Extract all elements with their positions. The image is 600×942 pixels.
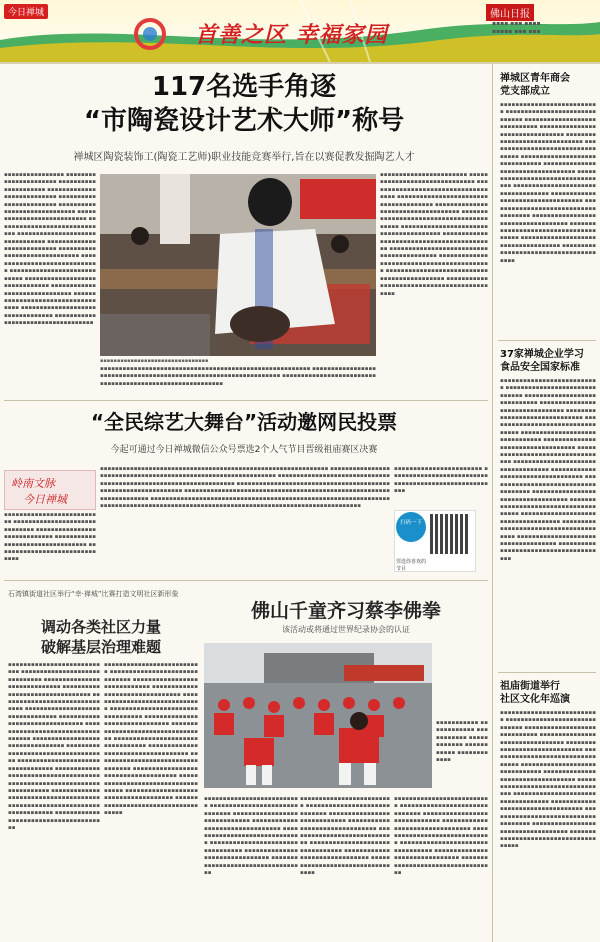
scan-label: 票选你喜欢的节目: [396, 559, 427, 572]
brief-title-2a: 37家禅城企业学习: [500, 349, 584, 360]
brief-title-1a: 禅城区青年商会: [500, 73, 570, 84]
brief-divider: [498, 340, 596, 341]
article-text-column: ▪▪▪▪▪▪▪▪▪▪▪▪▪▪▪▪▪▪▪▪▪▪▪▪▪▪ ▪▪▪▪▪▪▪▪▪▪▪▪▪▪▪▪▪▪▪▪▪▪▪▪▪▪▪▪▪▪ ▪▪▪▪▪▪▪▪▪▪▪▪▪▪▪▪▪▪▪▪▪▪▪▪▪▪▪▪▪ ▪▪▪▪▪▪▪▪▪▪▪▪▪▪▪▪▪▪▪▪▪▪▪▪▪▪▪▪▪▪▪▪ ▪▪▪▪▪▪▪▪▪▪▪▪▪▪▪▪▪▪▪▪▪▪▪▪▪▪▪▪▪▪ ▪▪▪▪▪▪▪▪▪▪▪▪▪▪▪▪▪▪▪▪▪▪▪▪▪▪▪▪▪▪▪▪▪ ▪▪▪▪▪▪▪▪▪▪▪▪▪▪▪▪▪▪▪▪▪▪▪▪▪▪▪▪▪▪▪ ▪▪▪▪▪▪▪▪▪▪▪▪▪▪▪▪▪▪▪▪▪▪▪▪▪▪▪▪▪▪▪▪▪▪: [394, 796, 488, 877]
article-text-column: ▪▪▪▪▪▪▪▪▪▪▪▪▪▪▪▪▪▪▪▪▪▪▪▪▪▪ ▪▪▪▪▪▪▪▪▪▪▪▪▪▪▪▪▪▪▪▪▪▪▪▪▪▪▪▪▪▪ ▪▪▪▪▪▪▪▪▪▪▪▪▪▪▪▪▪▪▪▪▪▪▪▪▪▪▪▪▪ ▪▪▪▪▪▪▪▪▪▪▪▪▪▪▪▪▪▪▪▪▪▪▪▪▪▪▪▪▪▪▪▪ ▪▪▪▪▪▪▪▪▪▪▪▪▪▪▪▪▪▪▪▪▪▪▪▪▪▪▪▪▪▪ ▪▪▪▪▪▪▪▪▪▪▪▪▪▪▪▪▪▪▪▪▪▪▪▪▪▪▪▪▪▪▪▪▪ ▪▪▪▪▪▪▪▪▪▪▪▪▪▪▪▪▪▪▪▪▪▪▪▪▪▪▪▪▪▪▪ ▪▪▪▪▪▪▪▪▪▪▪▪▪▪▪▪▪▪▪▪▪▪▪▪▪▪▪▪▪▪▪▪▪▪ ▪▪▪▪▪▪▪▪▪▪▪▪▪▪▪▪▪▪▪▪▪▪▪▪▪▪▪▪▪▪▪▪▪ ▪▪▪▪▪▪▪▪▪▪▪▪▪▪▪▪▪▪▪▪▪▪▪▪▪▪▪▪▪▪▪▪▪▪▪ ▪▪▪▪▪▪▪▪▪▪▪▪▪▪▪▪▪▪▪▪▪▪▪▪▪▪▪▪▪▪▪▪▪▪ ▪▪▪▪▪▪▪▪▪▪▪▪▪▪▪▪▪▪▪▪▪▪▪▪▪▪▪▪▪▪▪▪▪▪▪▪ ▪▪▪▪▪▪▪▪▪▪▪▪▪▪▪▪▪▪▪▪▪▪▪▪▪▪▪▪▪▪▪▪▪▪▪ ▪▪▪▪▪▪▪▪▪▪▪▪▪▪▪▪▪▪▪▪▪▪▪▪▪▪▪▪▪▪▪▪▪▪▪▪▪ ▪▪▪▪▪▪▪▪▪▪▪▪▪▪▪▪▪▪▪▪▪▪▪▪▪▪▪▪▪▪▪▪▪▪▪▪: [104, 662, 198, 817]
kungfu-photo: [204, 643, 432, 788]
article-text-column: ▪▪▪▪▪▪▪▪▪▪▪▪▪▪▪▪▪▪▪▪▪▪▪▪▪ ▪▪▪▪▪▪▪▪▪▪▪▪▪▪▪▪▪▪▪▪▪▪▪▪▪▪▪▪▪ ▪▪▪▪▪▪▪▪▪▪▪▪▪▪▪▪▪▪▪▪▪▪▪▪▪▪▪▪ ▪▪▪▪▪▪▪▪▪▪▪▪▪▪▪▪▪▪▪▪▪▪▪▪▪▪▪▪▪▪▪ ▪▪▪▪▪▪▪▪▪▪▪▪▪▪▪▪▪▪▪▪▪▪▪▪▪▪▪▪▪ ▪▪▪▪▪▪▪▪▪▪▪▪▪▪▪▪▪▪▪▪▪▪▪▪▪▪▪▪▪▪▪▪ ▪▪▪▪▪▪▪▪▪▪▪▪▪▪▪▪▪▪▪▪▪▪▪▪▪▪▪▪▪▪ ▪▪▪▪▪▪▪▪▪▪▪▪▪▪▪▪▪▪▪▪▪▪▪▪▪▪▪▪▪▪▪▪▪: [300, 796, 390, 877]
banner-slogan: 首善之区 幸福家园: [195, 23, 388, 48]
article-text-column: ▪▪▪▪▪▪▪▪▪▪▪▪▪▪▪▪▪▪▪▪▪▪▪ ▪▪▪▪▪▪▪▪▪▪▪▪▪▪▪▪▪▪▪▪▪▪▪▪▪▪▪▪▪▪ ▪▪▪▪▪▪▪▪▪▪▪▪▪▪▪▪▪▪▪▪▪▪▪▪▪▪▪▪▪▪▪▪▪▪▪ ▪▪▪▪▪▪▪▪▪▪▪▪▪▪▪▪▪▪▪▪▪▪▪▪▪▪▪▪▪▪▪▪▪▪▪▪▪▪ ▪▪▪▪▪▪▪▪▪▪▪▪▪▪▪▪▪▪▪▪▪▪▪▪▪▪▪▪▪▪▪▪▪▪▪ ▪▪▪▪▪▪▪▪▪▪▪▪▪▪▪▪▪▪▪▪▪▪▪▪▪▪▪▪▪▪▪▪▪▪▪▪▪▪▪▪ ▪▪▪▪▪▪▪▪▪▪▪▪▪▪▪▪▪▪▪▪▪▪▪▪▪▪▪▪▪▪▪▪▪▪▪▪▪▪▪ ▪▪▪▪▪▪▪▪▪▪▪▪▪▪▪▪▪▪▪▪▪▪▪▪▪▪▪▪▪▪▪▪▪▪▪▪▪▪▪▪▪▪ ▪▪▪▪▪▪▪▪▪▪▪▪▪▪▪▪▪▪▪▪▪▪▪▪▪▪▪▪▪▪▪▪▪▪▪▪▪▪▪▪▪ ▪▪▪▪▪▪▪▪▪▪▪▪▪▪▪▪▪▪▪▪▪▪▪▪▪▪▪▪▪▪▪▪▪▪▪▪▪▪▪▪▪▪ ▪▪▪▪▪▪▪▪▪▪▪▪▪▪▪▪▪▪▪▪▪▪▪▪▪▪▪▪▪▪▪▪▪▪▪▪▪▪▪▪▪▪▪▪ ▪▪▪▪▪▪▪▪▪▪▪▪▪▪▪▪▪▪▪▪▪▪▪▪▪▪▪▪▪▪▪▪▪▪▪▪▪▪▪▪▪▪▪: [380, 172, 488, 297]
brief-divider: [498, 672, 596, 673]
brief-title-1b: 党支部成立: [500, 86, 550, 97]
article-text-column: ▪▪▪▪▪▪▪▪▪▪▪▪▪▪▪▪▪▪▪▪▪▪▪▪▪▪▪ ▪▪▪▪▪▪▪▪▪▪▪▪▪▪▪▪▪▪▪▪▪▪▪▪▪▪▪▪▪▪ ▪▪▪▪▪▪▪▪▪▪▪▪▪▪▪▪▪▪▪▪▪▪▪▪▪▪▪▪▪ ▪▪▪▪▪▪▪▪▪▪▪▪▪▪▪▪▪▪▪▪▪▪▪▪▪▪▪▪▪▪▪▪ ▪▪▪▪▪▪▪▪▪▪▪▪▪▪▪▪▪▪▪▪▪▪▪▪▪▪▪▪▪▪ ▪▪▪▪▪▪▪▪▪▪▪▪▪▪▪▪▪▪▪▪▪▪▪▪▪▪▪▪▪▪▪▪▪ ▪▪▪▪▪▪▪▪▪▪▪▪▪▪▪▪▪▪▪▪▪▪▪▪▪▪▪▪▪▪▪ ▪▪▪▪▪▪▪▪▪▪▪▪▪▪▪▪▪▪▪▪▪▪▪▪▪▪▪▪▪▪▪▪▪▪ ▪▪▪▪▪▪▪▪▪▪▪▪▪▪▪▪▪▪▪▪▪▪▪▪▪▪▪▪▪▪▪▪▪ ▪▪▪▪▪▪▪▪▪▪▪▪▪▪▪▪▪▪▪▪▪▪▪▪▪▪▪▪▪▪▪▪▪▪▪ ▪▪▪▪▪▪▪▪▪▪▪▪▪▪▪▪▪▪▪▪▪▪▪▪▪▪▪▪▪▪▪▪▪▪ ▪▪▪▪▪▪▪▪▪▪▪▪▪▪▪▪▪▪▪▪▪▪▪▪▪▪▪▪▪▪▪▪▪▪▪▪ ▪▪▪▪▪▪▪▪▪▪▪▪▪▪▪▪▪▪▪▪▪▪▪▪▪▪▪▪▪▪▪▪▪▪▪ ▪▪▪▪▪▪▪▪▪▪▪▪▪▪▪▪▪▪▪▪▪▪▪▪▪▪▪▪▪▪▪▪▪▪▪▪▪ ▪▪▪▪▪▪▪▪▪▪▪▪▪▪▪▪▪▪▪▪▪▪▪▪▪▪▪▪▪▪▪▪▪▪▪▪ ▪▪▪▪▪▪▪▪▪▪▪▪▪▪▪▪▪▪▪▪▪▪▪▪▪▪▪▪▪▪▪▪▪▪▪▪▪▪: [8, 662, 100, 831]
variety-headline: “全民综艺大舞台”活动邀网民投票: [90, 410, 398, 434]
newspaper-masthead: 佛山日报: [486, 4, 534, 21]
headline-line-2: “市陶瓷设计艺术大师”称号: [83, 106, 405, 136]
article-text-column: ▪▪▪▪▪▪▪▪▪▪▪▪▪▪▪▪ ▪▪▪▪▪▪▪▪▪▪▪▪▪▪▪▪▪▪▪▪▪▪ ▪▪▪▪▪▪▪▪▪▪▪▪▪▪▪▪▪▪▪▪▪ ▪▪▪▪▪▪▪▪▪▪▪▪▪▪▪▪▪▪▪▪▪▪▪▪▪▪▪ ▪▪▪▪▪▪▪▪▪▪▪▪▪▪▪▪▪▪▪▪▪▪▪▪ ▪▪▪▪▪▪▪▪▪▪▪▪▪▪▪▪▪▪▪▪▪▪▪▪▪▪▪▪▪ ▪▪▪▪▪▪▪▪▪▪▪▪▪▪▪▪▪▪▪▪▪▪▪▪▪▪▪ ▪▪▪▪▪▪▪▪▪▪▪▪▪▪▪▪▪▪▪▪▪▪▪▪▪▪▪▪▪ ▪▪▪▪▪▪▪▪▪▪▪▪▪▪▪▪▪▪▪▪▪▪▪▪▪▪▪▪▪▪▪▪ ▪▪▪▪▪▪▪▪▪▪▪▪▪▪▪▪▪▪▪▪▪▪▪▪▪▪▪ ▪▪▪▪▪▪▪▪▪▪▪▪▪▪▪▪▪▪▪▪▪▪▪▪▪▪▪▪▪▪ ▪▪▪▪▪▪▪▪▪▪▪▪▪▪▪▪▪▪▪▪▪▪▪▪▪▪▪▪▪ ▪▪▪▪▪▪▪▪▪▪▪▪▪▪▪▪▪▪▪▪▪▪▪▪▪▪▪▪ ▪▪▪▪▪▪▪▪▪▪▪▪▪▪▪▪▪▪▪▪▪▪▪▪▪▪▪▪▪▪▪ ▪▪▪▪▪▪▪▪▪▪▪▪▪▪▪▪▪▪▪▪▪▪▪▪▪▪▪▪▪▪ ▪▪▪▪▪▪▪▪▪▪▪▪▪▪▪▪▪▪▪▪▪▪▪▪▪▪▪▪▪▪▪▪▪▪ ▪▪▪▪▪▪▪▪▪▪▪▪▪▪▪▪▪▪▪▪▪▪▪▪▪▪▪▪▪▪▪▪▪ ▪▪▪▪▪▪▪▪▪▪▪▪▪▪▪▪▪▪▪▪▪▪▪▪▪▪▪▪▪▪▪▪▪▪▪: [4, 172, 96, 327]
scan-badge: 扫码一下: [396, 512, 426, 542]
brief-title-3b: 社区文化年巡演: [500, 694, 570, 705]
ceramic-contest-photo: [100, 174, 376, 356]
article-text-column: ▪▪▪▪▪▪▪▪▪▪▪▪▪▪▪▪▪▪▪▪▪▪▪▪▪▪▪▪▪▪▪▪▪▪▪▪▪▪▪▪▪▪▪▪▪▪▪▪▪▪▪▪▪▪▪▪ ▪▪▪▪▪▪▪▪▪▪▪▪▪▪▪▪▪▪▪▪▪▪▪▪▪▪▪▪▪▪▪▪▪▪▪▪▪▪▪▪▪▪▪▪▪▪▪▪▪▪▪▪▪▪▪▪▪▪▪▪▪▪▪▪▪ ▪▪▪▪▪▪▪▪▪▪▪▪▪▪▪▪▪▪▪▪▪▪▪▪▪▪▪▪▪▪▪▪▪▪▪▪▪▪▪▪▪▪▪▪▪▪▪▪▪▪▪▪▪▪▪▪▪▪: [100, 366, 376, 387]
article-text-column: ▪▪▪▪▪▪▪▪▪▪▪▪▪▪▪▪▪▪▪▪▪▪▪▪▪▪ ▪▪▪▪▪▪▪▪▪▪▪▪▪▪▪▪▪▪▪▪▪▪▪▪▪▪▪▪▪▪ ▪▪▪▪▪▪▪▪▪▪▪▪▪▪▪▪▪▪▪▪▪▪▪▪▪▪▪▪▪ ▪▪▪▪▪▪▪▪▪▪▪▪▪▪▪▪▪▪▪▪▪▪▪▪▪▪▪▪▪▪▪▪ ▪▪▪▪▪▪▪▪▪▪▪▪▪▪▪▪▪▪▪▪▪▪▪▪▪▪▪▪▪▪ ▪▪▪▪▪▪▪▪▪▪▪▪▪▪▪▪▪▪▪▪▪▪▪▪▪▪▪▪▪▪▪▪▪ ▪▪▪▪▪▪▪▪▪▪▪▪▪▪▪▪▪▪▪▪▪▪▪▪▪▪▪▪▪▪▪ ▪▪▪▪▪▪▪▪▪▪▪▪▪▪▪▪▪▪▪▪▪▪▪▪▪▪▪▪▪▪▪▪▪▪: [204, 796, 298, 877]
section-divider: [4, 400, 488, 401]
variety-subtitle: 今起可通过今日禅城微信公众号票选2个人气节目晋级祖庙赛区决赛: [110, 445, 378, 455]
section-tag: 今日禅城: [4, 4, 48, 19]
headline-line-1: 117名选手角逐: [151, 72, 337, 102]
masthead-banner: [0, 0, 600, 64]
brief-title-3a: 祖庙街道举行: [500, 681, 560, 692]
brief-text-2: ▪▪▪▪▪▪▪▪▪▪▪▪▪▪▪▪▪▪▪▪▪▪▪▪▪▪ ▪▪▪▪▪▪▪▪▪▪▪▪▪▪▪▪▪▪▪▪▪▪▪▪▪▪▪▪▪▪ ▪▪▪▪▪▪▪▪▪▪▪▪▪▪▪▪▪▪▪▪▪▪▪▪▪▪▪▪▪ ▪▪▪▪▪▪▪▪▪▪▪▪▪▪▪▪▪▪▪▪▪▪▪▪▪▪▪▪▪▪▪▪ ▪▪▪▪▪▪▪▪▪▪▪▪▪▪▪▪▪▪▪▪▪▪▪▪▪▪▪▪▪▪ ▪▪▪▪▪▪▪▪▪▪▪▪▪▪▪▪▪▪▪▪▪▪▪▪▪▪▪▪▪▪▪▪▪ ▪▪▪▪▪▪▪▪▪▪▪▪▪▪▪▪▪▪▪▪▪▪▪▪▪▪▪▪▪▪▪ ▪▪▪▪▪▪▪▪▪▪▪▪▪▪▪▪▪▪▪▪▪▪▪▪▪▪▪▪▪▪▪▪▪▪ ▪▪▪▪▪▪▪▪▪▪▪▪▪▪▪▪▪▪▪▪▪▪▪▪▪▪▪▪▪▪▪▪▪ ▪▪▪▪▪▪▪▪▪▪▪▪▪▪▪▪▪▪▪▪▪▪▪▪▪▪▪▪▪▪▪▪▪▪▪ ▪▪▪▪▪▪▪▪▪▪▪▪▪▪▪▪▪▪▪▪▪▪▪▪▪▪▪▪▪▪▪▪▪▪ ▪▪▪▪▪▪▪▪▪▪▪▪▪▪▪▪▪▪▪▪▪▪▪▪▪▪▪▪▪▪▪▪▪▪▪▪ ▪▪▪▪▪▪▪▪▪▪▪▪▪▪▪▪▪▪▪▪▪▪▪▪▪▪▪▪▪▪▪▪▪▪▪ ▪▪▪▪▪▪▪▪▪▪▪▪▪▪▪▪▪▪▪▪▪▪▪▪▪▪▪▪▪▪▪▪▪▪▪▪▪ ▪▪▪▪▪▪▪▪▪▪▪▪▪▪▪▪▪▪▪▪▪▪▪▪▪▪▪▪▪▪▪▪▪▪▪▪ ▪▪▪▪▪▪▪▪▪▪▪▪▪▪▪▪▪▪▪▪▪▪▪▪▪▪▪▪▪▪▪▪▪▪▪▪▪▪ ▪▪▪▪▪▪▪▪▪▪▪▪▪▪▪▪▪▪▪▪▪▪▪▪▪▪▪▪▪▪▪▪▪▪▪▪ ▪▪▪▪▪▪▪▪▪▪▪▪▪▪▪▪▪▪▪▪▪▪▪▪▪▪▪▪▪▪▪▪▪▪▪▪▪▪: [500, 378, 596, 562]
article-text-column: ▪▪▪▪▪▪▪▪▪▪▪▪▪▪▪▪▪▪▪▪▪▪▪▪▪▪▪▪▪▪▪▪▪▪▪▪▪▪▪▪▪▪▪▪▪▪▪▪▪▪▪▪▪▪▪▪▪▪▪▪▪ ▪▪▪▪▪▪▪▪▪▪▪▪▪▪▪▪▪▪▪▪▪▪▪▪▪▪▪▪▪▪▪▪▪▪▪▪▪▪▪▪▪▪▪▪▪▪▪▪▪▪▪▪▪▪▪▪▪▪▪▪▪▪▪ ▪▪▪▪▪▪▪▪▪▪▪▪▪▪▪▪▪▪▪▪▪▪▪▪▪▪▪▪▪▪▪▪▪▪▪▪▪▪▪▪▪▪▪▪▪▪▪▪▪▪▪▪▪▪▪▪▪▪▪▪▪▪▪▪▪▪ ▪▪▪▪▪▪▪▪▪▪▪▪▪▪▪▪▪▪▪▪▪▪▪▪▪▪▪▪▪▪▪▪▪▪▪▪▪▪▪▪▪▪▪▪▪▪▪▪▪▪▪▪▪▪▪▪▪▪▪▪▪▪▪ ▪▪▪▪▪▪▪▪▪▪▪▪▪▪▪▪▪▪▪▪▪▪▪▪▪▪▪▪▪▪▪▪▪▪▪▪▪▪▪▪▪▪▪▪▪▪▪▪▪▪▪▪▪▪▪▪▪▪▪▪▪▪▪▪▪▪▪▪ ▪▪▪▪▪▪▪▪▪▪▪▪▪▪▪▪▪▪▪▪▪▪▪▪▪▪▪▪▪▪▪▪▪▪▪▪▪▪▪▪▪▪▪▪▪▪▪▪▪▪▪▪▪▪▪▪▪▪▪▪▪▪▪▪ ▪▪▪▪▪▪▪▪▪▪▪▪▪▪▪▪▪▪▪▪▪▪▪▪▪▪▪▪▪▪▪▪▪▪▪▪▪▪▪▪▪▪▪▪▪▪▪▪▪▪▪▪▪▪▪▪▪▪▪▪▪▪▪▪▪▪▪▪▪▪: [100, 466, 390, 510]
headline-subtitle: 禅城区陶瓷装饰工(陶瓷工艺师)职业技能竞赛举行,旨在以赛促教发掘陶艺人才: [73, 152, 415, 163]
brief-text-3: ▪▪▪▪▪▪▪▪▪▪▪▪▪▪▪▪▪▪▪▪▪▪▪▪▪▪ ▪▪▪▪▪▪▪▪▪▪▪▪▪▪▪▪▪▪▪▪▪▪▪▪▪▪▪▪▪▪ ▪▪▪▪▪▪▪▪▪▪▪▪▪▪▪▪▪▪▪▪▪▪▪▪▪▪▪▪▪ ▪▪▪▪▪▪▪▪▪▪▪▪▪▪▪▪▪▪▪▪▪▪▪▪▪▪▪▪▪▪▪▪ ▪▪▪▪▪▪▪▪▪▪▪▪▪▪▪▪▪▪▪▪▪▪▪▪▪▪▪▪▪▪ ▪▪▪▪▪▪▪▪▪▪▪▪▪▪▪▪▪▪▪▪▪▪▪▪▪▪▪▪▪▪▪▪▪ ▪▪▪▪▪▪▪▪▪▪▪▪▪▪▪▪▪▪▪▪▪▪▪▪▪▪▪▪▪▪▪ ▪▪▪▪▪▪▪▪▪▪▪▪▪▪▪▪▪▪▪▪▪▪▪▪▪▪▪▪▪▪▪▪▪▪ ▪▪▪▪▪▪▪▪▪▪▪▪▪▪▪▪▪▪▪▪▪▪▪▪▪▪▪▪▪▪▪▪▪ ▪▪▪▪▪▪▪▪▪▪▪▪▪▪▪▪▪▪▪▪▪▪▪▪▪▪▪▪▪▪▪▪▪▪▪ ▪▪▪▪▪▪▪▪▪▪▪▪▪▪▪▪▪▪▪▪▪▪▪▪▪▪▪▪▪▪▪▪▪▪ ▪▪▪▪▪▪▪▪▪▪▪▪▪▪▪▪▪▪▪▪▪▪▪▪▪▪▪▪▪▪▪▪▪▪▪▪ ▪▪▪▪▪▪▪▪▪▪▪▪▪▪▪▪▪▪▪▪▪▪▪▪▪▪▪▪▪▪▪▪▪▪▪ ▪▪▪▪▪▪▪▪▪▪▪▪▪▪▪▪▪▪▪▪▪▪▪▪▪▪▪▪▪▪▪▪▪▪▪▪▪: [500, 710, 596, 850]
article-text-column: ▪▪▪▪▪▪▪▪▪▪▪▪▪▪▪▪▪▪▪▪▪▪▪ ▪▪▪▪▪▪▪▪▪▪▪▪▪▪▪▪▪▪▪▪▪▪▪▪▪▪ ▪▪▪▪▪▪▪▪▪▪▪▪▪▪▪▪▪▪▪▪▪▪▪▪▪▪▪▪: [394, 466, 488, 495]
kungfu-subtitle: 该活动或将通过世界纪录协会的认证: [282, 625, 410, 634]
article-text-column: ▪▪▪▪▪▪▪▪▪▪▪ ▪▪▪▪▪▪▪▪▪▪▪▪ ▪▪▪▪▪▪▪▪▪▪▪ ▪▪▪▪▪▪▪▪▪▪▪▪ ▪▪▪▪▪▪▪▪▪▪▪ ▪▪▪▪▪▪▪▪▪▪▪▪: [436, 720, 488, 764]
qr-code-icon[interactable]: [430, 514, 470, 554]
article-text-column: ▪▪▪▪▪▪▪▪▪▪▪▪▪▪▪▪▪▪▪▪▪▪▪▪▪▪ ▪▪▪▪▪▪▪▪▪▪▪▪▪▪▪▪▪▪▪▪▪▪▪▪▪▪▪▪▪▪ ▪▪▪▪▪▪▪▪▪▪▪▪▪▪▪▪▪▪▪▪▪▪▪▪▪▪▪▪▪ ▪▪▪▪▪▪▪▪▪▪▪▪▪▪▪▪▪▪▪▪▪▪▪▪▪▪▪▪▪▪▪▪▪ ▪▪▪▪▪▪▪▪▪▪▪▪▪▪▪▪▪▪▪▪▪▪▪▪▪▪▪▪▪▪: [4, 512, 96, 563]
section-divider: [4, 580, 488, 581]
column-divider: [492, 64, 493, 942]
culture-stamp-logo: 岭南文脉 今日禅城: [4, 470, 96, 510]
community-headline-1: 调动各类社区力量: [40, 618, 161, 636]
brief-text-1: ▪▪▪▪▪▪▪▪▪▪▪▪▪▪▪▪▪▪▪▪▪▪▪▪▪▪ ▪▪▪▪▪▪▪▪▪▪▪▪▪▪▪▪▪▪▪▪▪▪▪▪▪▪▪▪▪▪ ▪▪▪▪▪▪▪▪▪▪▪▪▪▪▪▪▪▪▪▪▪▪▪▪▪▪▪▪▪ ▪▪▪▪▪▪▪▪▪▪▪▪▪▪▪▪▪▪▪▪▪▪▪▪▪▪▪▪▪▪▪▪ ▪▪▪▪▪▪▪▪▪▪▪▪▪▪▪▪▪▪▪▪▪▪▪▪▪▪▪▪▪▪ ▪▪▪▪▪▪▪▪▪▪▪▪▪▪▪▪▪▪▪▪▪▪▪▪▪▪▪▪▪▪▪▪▪ ▪▪▪▪▪▪▪▪▪▪▪▪▪▪▪▪▪▪▪▪▪▪▪▪▪▪▪▪▪▪▪ ▪▪▪▪▪▪▪▪▪▪▪▪▪▪▪▪▪▪▪▪▪▪▪▪▪▪▪▪▪▪▪▪▪▪ ▪▪▪▪▪▪▪▪▪▪▪▪▪▪▪▪▪▪▪▪▪▪▪▪▪▪▪▪▪▪▪▪▪ ▪▪▪▪▪▪▪▪▪▪▪▪▪▪▪▪▪▪▪▪▪▪▪▪▪▪▪▪▪▪▪▪▪▪▪ ▪▪▪▪▪▪▪▪▪▪▪▪▪▪▪▪▪▪▪▪▪▪▪▪▪▪▪▪▪▪▪▪▪▪ ▪▪▪▪▪▪▪▪▪▪▪▪▪▪▪▪▪▪▪▪▪▪▪▪▪▪▪▪▪▪▪▪▪▪▪▪ ▪▪▪▪▪▪▪▪▪▪▪▪▪▪▪▪▪▪▪▪▪▪▪▪▪▪▪▪▪▪▪▪▪▪▪ ▪▪▪▪▪▪▪▪▪▪▪▪▪▪▪▪▪▪▪▪▪▪▪▪▪▪▪▪▪▪▪▪▪▪▪▪▪ ▪▪▪▪▪▪▪▪▪▪▪▪▪▪▪▪▪▪▪▪▪▪▪▪▪▪▪▪▪▪▪▪▪▪▪▪ ▪▪▪▪▪▪▪▪▪▪▪▪▪▪▪▪▪▪▪▪▪▪▪▪▪▪▪▪▪▪▪▪▪▪▪▪▪▪: [500, 102, 596, 264]
kungfu-headline: 佛山千童齐习蔡李佛拳: [250, 600, 441, 622]
community-headline-2: 破解基层治理难题: [40, 638, 161, 656]
photo-caption: ▪▪▪▪▪▪▪▪▪▪▪▪▪▪▪▪▪▪▪▪▪▪▪▪▪▪▪▪▪▪▪▪: [100, 358, 209, 364]
community-kicker: 石湾镇街道社区举行“幸·禅城”比赛打造文明社区新形象: [8, 590, 179, 598]
dateline-text: ▪▪▪▪ ▪▪▪ ▪▪▪▪ ▪▪▪▪▪ ▪▪▪ ▪▪▪: [492, 20, 541, 35]
brief-title-2b: 食品安全国家标准: [500, 362, 580, 373]
